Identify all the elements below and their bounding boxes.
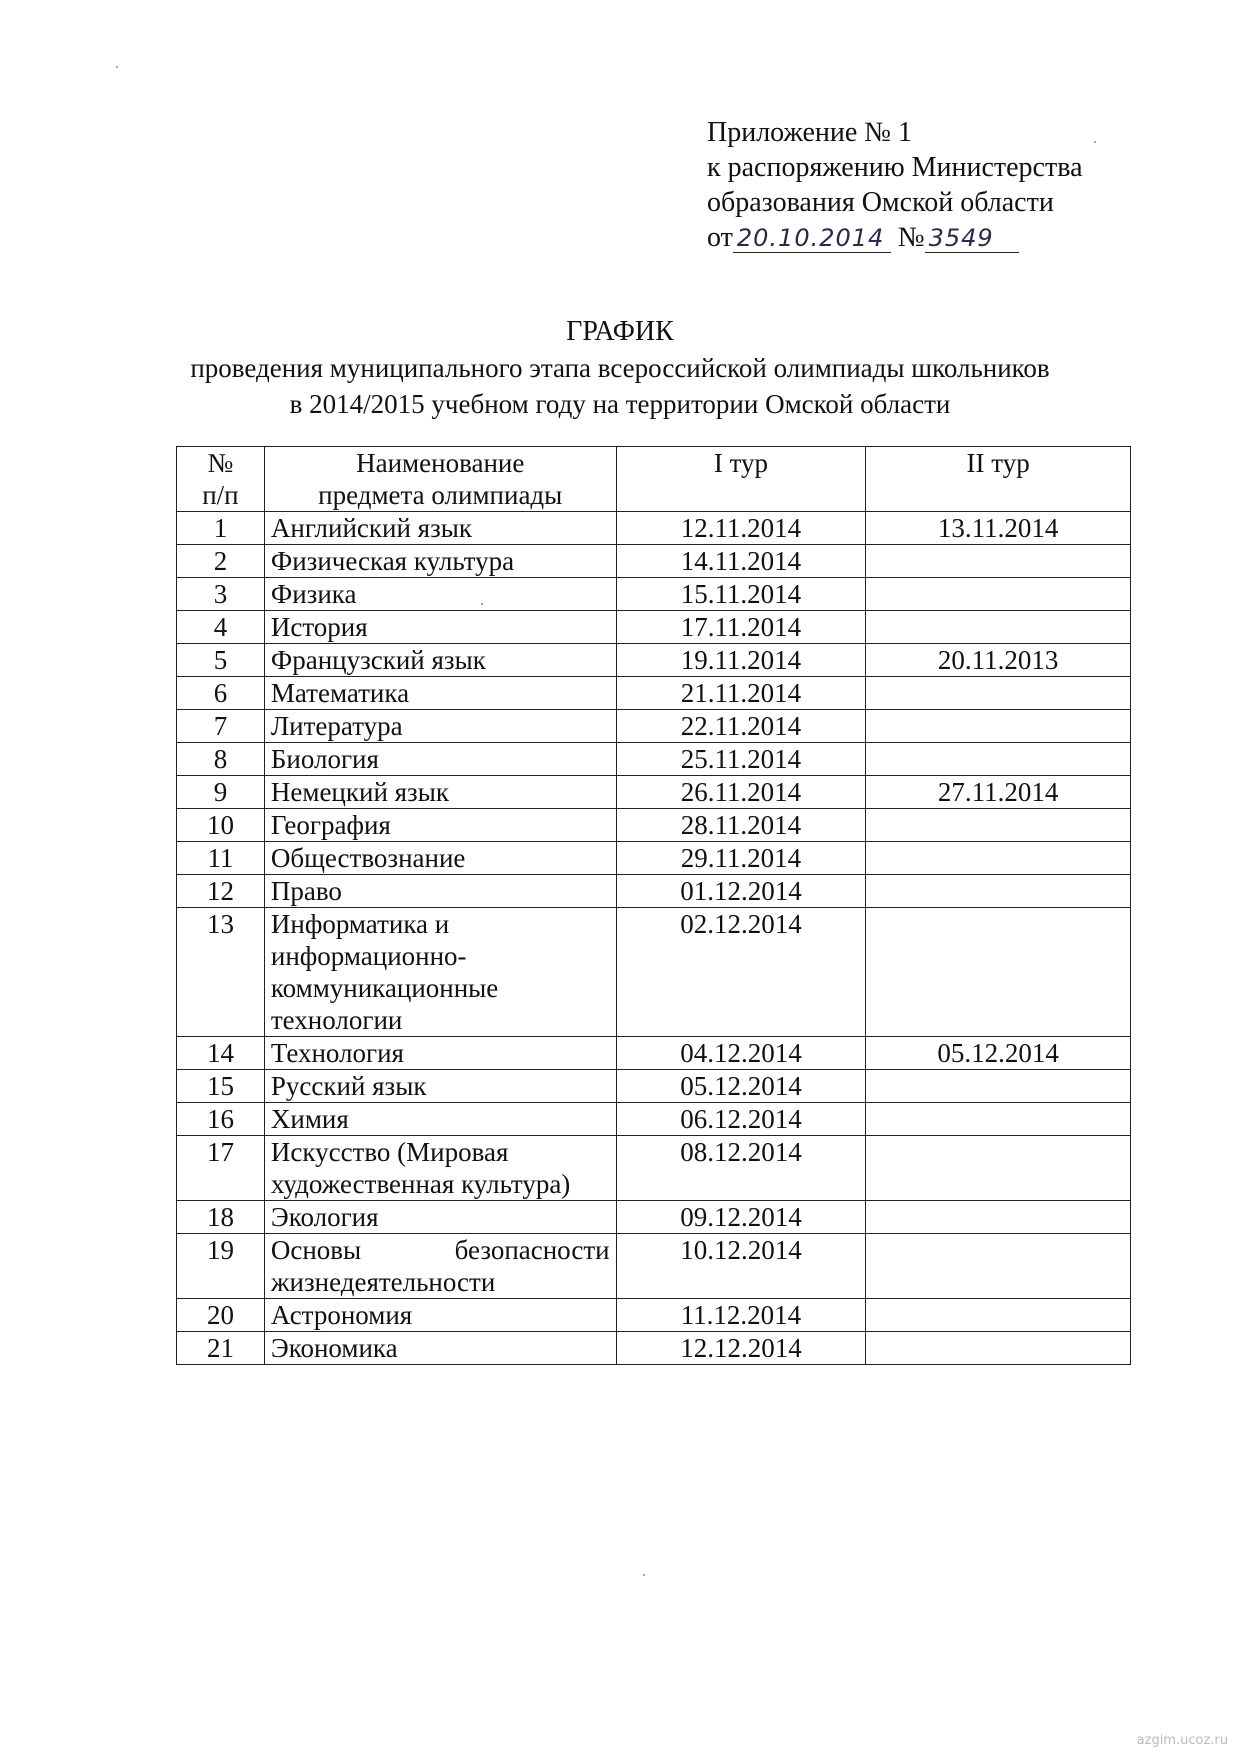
row-tour-1-date: 21.11.2014 (616, 677, 866, 710)
row-subject: Экономика (264, 1332, 616, 1365)
row-number: 13 (177, 908, 265, 1037)
table-row (177, 743, 1131, 776)
row-tour-2-date (866, 908, 1131, 1037)
row-tour-2-date (866, 677, 1131, 710)
row-tour-1-date: 06.12.2014 (616, 1103, 866, 1136)
table-row (177, 512, 1131, 545)
row-tour-1-date: 04.12.2014 (616, 1037, 866, 1070)
table-row (177, 1037, 1131, 1070)
row-tour-1-date: 28.11.2014 (616, 809, 866, 842)
date-prefix: от (707, 222, 733, 253)
row-subject: Информатика и информационно-коммуникационные технологии (264, 908, 616, 1037)
row-tour-2-date: 05.12.2014 (866, 1037, 1131, 1070)
row-tour-1-date: 19.11.2014 (616, 644, 866, 677)
row-tour-2-date (866, 710, 1131, 743)
row-tour-1-date: 05.12.2014 (616, 1070, 866, 1103)
number-prefix: № (897, 222, 925, 253)
row-tour-1-date: 15.11.2014 (616, 578, 866, 611)
row-subject: Литература (264, 710, 616, 743)
row-tour-2-date (866, 1070, 1131, 1103)
row-subject: Математика (264, 677, 616, 710)
row-tour-2-date (866, 875, 1131, 908)
table-row (177, 545, 1131, 578)
row-subject: Право (264, 875, 616, 908)
row-tour-2-date (866, 1136, 1131, 1201)
row-subject: География (264, 809, 616, 842)
row-subject: История (264, 611, 616, 644)
header-tour-2: II тур (866, 447, 1131, 512)
row-tour-1-date: 29.11.2014 (616, 842, 866, 875)
appendix-title: Приложение № 1 (707, 117, 912, 148)
row-number: 4 (177, 611, 265, 644)
header-number-line-2: п/п (202, 480, 239, 510)
row-tour-2-date (866, 1103, 1131, 1136)
row-number: 5 (177, 644, 265, 677)
row-tour-2-date (866, 1234, 1131, 1299)
table-row (177, 1103, 1131, 1136)
header-subject-line-2: предмета олимпиады (318, 480, 563, 510)
table-row (177, 677, 1131, 710)
table-row (177, 644, 1131, 677)
table-row (177, 875, 1131, 908)
table-row (177, 908, 1131, 1037)
olympiad-schedule-table (176, 446, 1131, 1365)
row-number: 3 (177, 578, 265, 611)
table-row (177, 1332, 1131, 1365)
row-number: 11 (177, 842, 265, 875)
row-number: 1 (177, 512, 265, 545)
row-tour-1-date: 26.11.2014 (616, 776, 866, 809)
row-tour-2-date (866, 1332, 1131, 1365)
row-subject: Биология (264, 743, 616, 776)
row-number: 14 (177, 1037, 265, 1070)
row-subject: Физическая культура (264, 545, 616, 578)
scan-speck (116, 66, 118, 68)
table-body (177, 512, 1131, 1365)
row-tour-2-date (866, 1299, 1131, 1332)
appendix-ministry-line: образования Омской области (707, 187, 1054, 218)
header-number-line-1: № (207, 448, 234, 478)
appendix-date-number-line (707, 220, 1083, 255)
row-number: 7 (177, 710, 265, 743)
row-subject: Основы безопасности жизнедеятельности (264, 1234, 616, 1299)
scan-speck (643, 1574, 645, 1576)
document-subtitle-line-1: проведения муниципального этапа всероссийской олимпиады школьников (190, 353, 1050, 383)
row-subject: Русский язык (264, 1070, 616, 1103)
table-row (177, 809, 1131, 842)
row-tour-1-date: 25.11.2014 (616, 743, 866, 776)
row-tour-2-date (866, 1201, 1131, 1234)
table-row (177, 710, 1131, 743)
table-row (177, 842, 1131, 875)
table-row (177, 578, 1131, 611)
row-subject: Технология (264, 1037, 616, 1070)
table-row (177, 1201, 1131, 1234)
row-number: 21 (177, 1332, 265, 1365)
row-number: 12 (177, 875, 265, 908)
row-number: 20 (177, 1299, 265, 1332)
row-tour-2-date (866, 809, 1131, 842)
table-row (177, 1299, 1131, 1332)
row-tour-1-date: 11.12.2014 (616, 1299, 866, 1332)
row-tour-2-date (866, 743, 1131, 776)
row-tour-2-date (866, 578, 1131, 611)
row-number: 15 (177, 1070, 265, 1103)
row-tour-2-date: 27.11.2014 (866, 776, 1131, 809)
header-number (177, 447, 265, 512)
row-number: 2 (177, 545, 265, 578)
row-tour-1-date: 10.12.2014 (616, 1234, 866, 1299)
scan-speck (1094, 141, 1096, 143)
row-tour-1-date: 12.11.2014 (616, 512, 866, 545)
row-number: 16 (177, 1103, 265, 1136)
document-heading (0, 314, 1240, 422)
row-tour-1-date: 22.11.2014 (616, 710, 866, 743)
table-row (177, 776, 1131, 809)
row-tour-1-date: 01.12.2014 (616, 875, 866, 908)
row-tour-1-date: 08.12.2014 (616, 1136, 866, 1201)
row-subject: Английский язык (264, 512, 616, 545)
document-title: ГРАФИК (566, 316, 674, 347)
row-tour-2-date: 13.11.2014 (866, 512, 1131, 545)
row-tour-2-date (866, 611, 1131, 644)
row-tour-1-date: 02.12.2014 (616, 908, 866, 1037)
row-tour-1-date: 14.11.2014 (616, 545, 866, 578)
row-tour-1-date: 12.12.2014 (616, 1332, 866, 1365)
table-row (177, 1070, 1131, 1103)
table-row (177, 1136, 1131, 1201)
row-number: 17 (177, 1136, 265, 1201)
header-tour-1: I тур (616, 447, 866, 512)
row-number: 18 (177, 1201, 265, 1234)
handwritten-number: 3549 (925, 224, 1019, 253)
header-subject (264, 447, 616, 512)
row-tour-1-date: 09.12.2014 (616, 1201, 866, 1234)
header-subject-line-1: Наименование (356, 448, 525, 478)
row-number: 8 (177, 743, 265, 776)
scan-speck (481, 603, 483, 605)
row-tour-2-date: 20.11.2013 (866, 644, 1131, 677)
row-subject: Французский язык (264, 644, 616, 677)
row-subject: Экология (264, 1201, 616, 1234)
appendix-order-line: к распоряжению Министерства (707, 152, 1083, 183)
handwritten-date: 20.10.2014 (733, 224, 891, 253)
row-subject: Обществознание (264, 842, 616, 875)
row-subject: Физика (264, 578, 616, 611)
row-tour-1-date: 17.11.2014 (616, 611, 866, 644)
row-number: 19 (177, 1234, 265, 1299)
table-row (177, 611, 1131, 644)
row-number: 9 (177, 776, 265, 809)
row-subject: Искусство (Мировая художественная культура) (264, 1136, 616, 1201)
appendix-block (707, 115, 1083, 255)
row-number: 6 (177, 677, 265, 710)
table-row (177, 1234, 1131, 1299)
row-subject: Немецкий язык (264, 776, 616, 809)
site-watermark: azgim.ucoz.ru (1136, 1733, 1228, 1748)
document-subtitle-line-2: в 2014/2015 учебном году на территории Омской области (289, 389, 951, 419)
table-header-row (177, 447, 1131, 512)
row-number: 10 (177, 809, 265, 842)
row-tour-2-date (866, 545, 1131, 578)
row-subject: Химия (264, 1103, 616, 1136)
row-tour-2-date (866, 842, 1131, 875)
row-subject: Астрономия (264, 1299, 616, 1332)
